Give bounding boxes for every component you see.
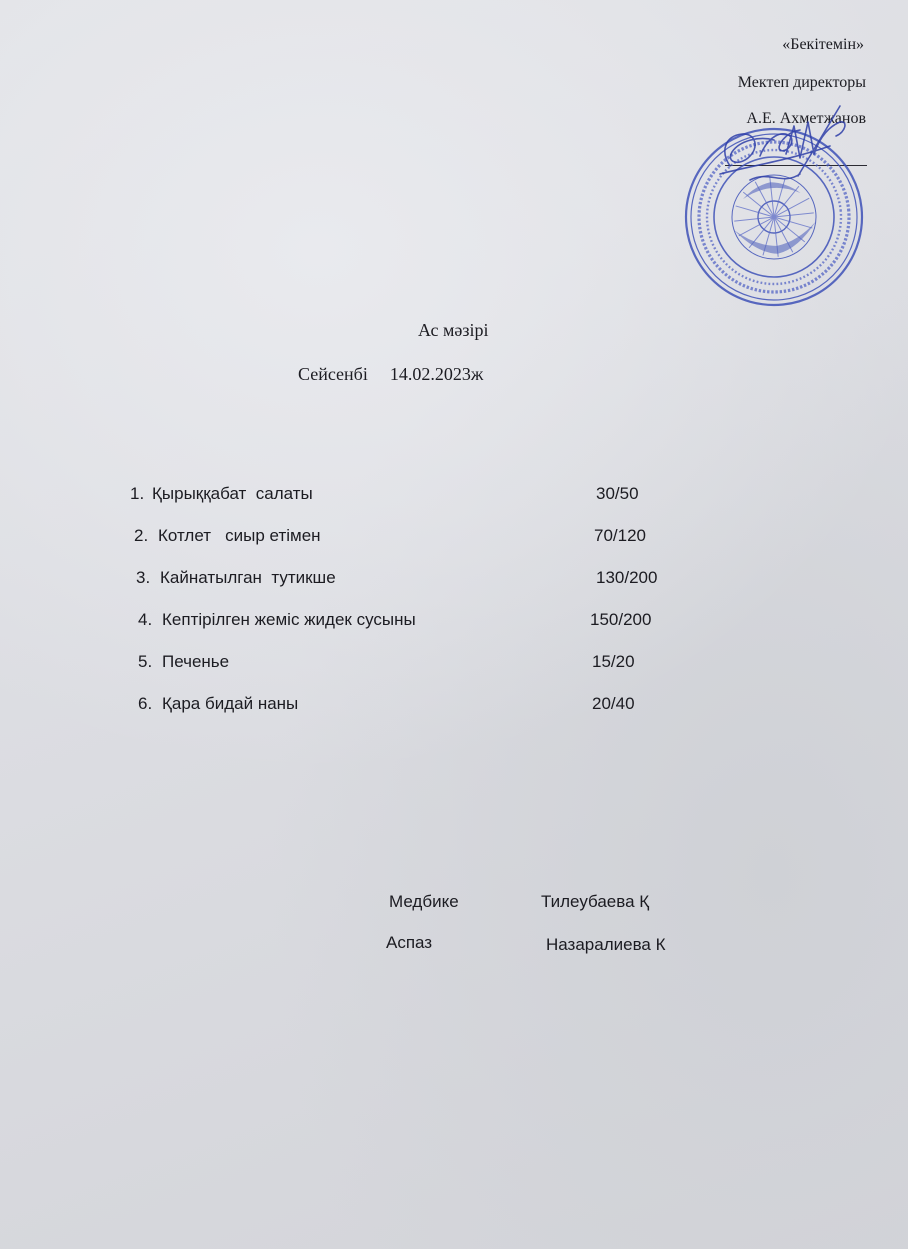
dish-name: Кайнатылган тутикше	[160, 568, 336, 587]
approval-name: А.Е. Ахметжанов	[746, 110, 866, 127]
portion-grams: 150/200	[590, 610, 652, 629]
item-number: 1.	[130, 484, 145, 503]
item-number: 3.	[136, 568, 151, 587]
approval-title: «Бекітемін»	[782, 36, 864, 53]
menu-item	[130, 484, 690, 526]
dish-name: Қара бидай наны	[162, 694, 299, 713]
staff-role-cook: Аспаз	[386, 933, 433, 952]
item-number: 6.	[138, 694, 153, 713]
portion-grams: 15/20	[592, 652, 635, 671]
dish-name: Котлет сиыр етімен	[158, 526, 321, 545]
portion-grams: 130/200	[596, 568, 658, 587]
menu-item	[130, 526, 690, 568]
item-number: 4.	[138, 610, 153, 629]
portion-grams: 30/50	[596, 484, 639, 503]
weekday: Сейсенбі	[298, 364, 368, 384]
item-number: 2.	[134, 526, 149, 545]
approval-role: Мектеп директоры	[737, 74, 866, 91]
item-number: 5.	[138, 652, 153, 671]
day-date-line	[298, 364, 483, 385]
menu-list	[130, 484, 690, 736]
menu-date: 14.02.2023ж	[389, 364, 484, 384]
dish-name: Кептірілген жеміс жидек сусыны	[162, 610, 416, 629]
director-signature	[690, 96, 860, 206]
dish-name: Печенье	[162, 652, 230, 671]
staff-name-cook: Назаралиева К	[546, 935, 666, 954]
menu-item	[130, 610, 690, 652]
staff-role-nurse: Медбике	[389, 892, 459, 911]
dish-name: Қырыққабат салаты	[152, 484, 313, 503]
menu-title: Ас мәзірі	[418, 320, 489, 340]
menu-item	[130, 652, 690, 694]
menu-item	[130, 694, 690, 736]
staff-name-nurse: Тилеубаева Қ	[541, 892, 650, 911]
portion-grams: 20/40	[592, 694, 635, 713]
menu-item	[130, 568, 690, 610]
portion-grams: 70/120	[594, 526, 646, 545]
